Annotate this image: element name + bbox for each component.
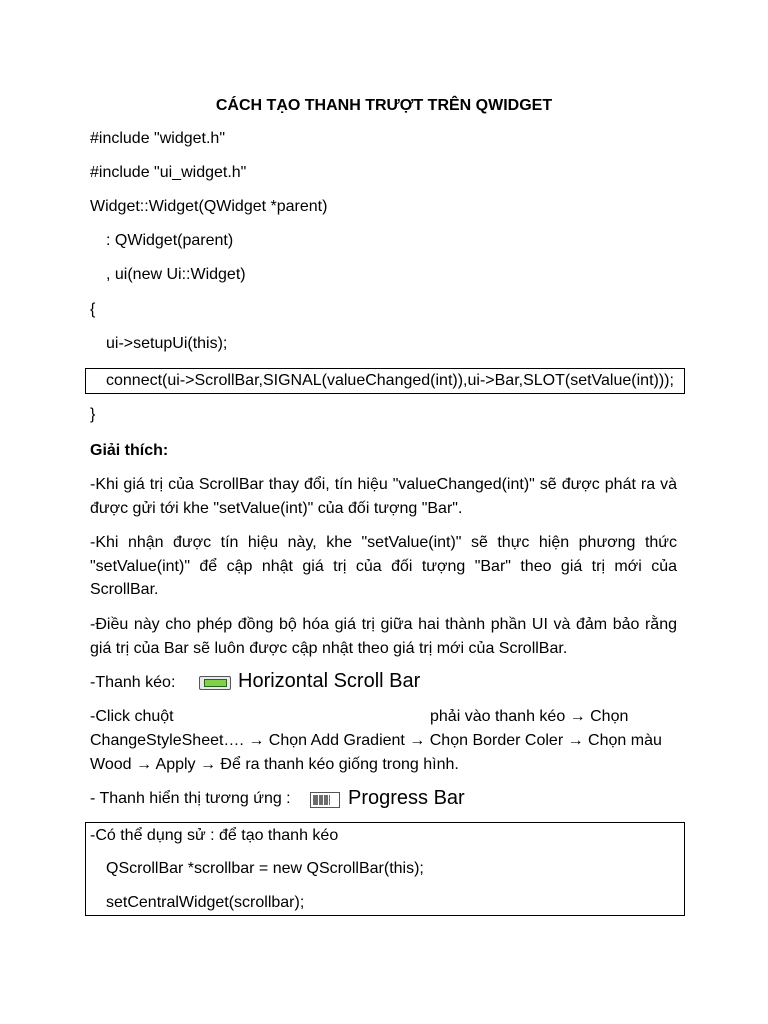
instruction-text: ChangeStyleSheet…. → Chọn Add Gradient → Chọn Border Coler → Chọn màu	[90, 732, 662, 749]
code-line: Widget::Widget(QWidget *parent)	[90, 198, 328, 215]
code-example-line: QScrollBar *scrollbar = new QScrollBar(this);	[106, 860, 424, 877]
horizontal-scrollbar-widget-label: Horizontal Scroll Bar	[238, 670, 421, 692]
connect-code-line: connect(ui->ScrollBar,SIGNAL(valueChanged(int)),ui->Bar,SLOT(setValue(int)));	[106, 372, 674, 389]
explanation-heading: Giải thích:	[90, 442, 169, 459]
code-line: , ui(new Ui::Widget)	[106, 266, 246, 283]
explanation-paragraph-1: -Khi giá trị của ScrollBar thay đổi, tín hiệu "valueChanged(int)" sẽ được phát ra và được gửi tới khe "setValue(int)" của đối tượng "Bar".	[90, 476, 677, 517]
progress-bar-widget-label: Progress Bar	[348, 787, 465, 809]
code-line: #include "widget.h"	[90, 130, 225, 147]
code-line: #include "ui_widget.h"	[90, 164, 247, 181]
code-line: : QWidget(parent)	[106, 232, 234, 249]
instruction-text: phải vào thanh kéo → Chọn	[430, 708, 629, 725]
code-line: ui->setupUi(this);	[106, 335, 228, 352]
slider-label: -Thanh kéo:	[90, 674, 176, 691]
horizontal-scrollbar-icon	[199, 676, 231, 690]
explanation-paragraph-3: -Điều này cho phép đồng bộ hóa giá trị giữa hai thành phần UI và đảm bảo rằng giá trị của Bar sẽ luôn được cập nhật theo giá trị mới của ScrollBar.	[90, 616, 677, 657]
explanation-paragraph-2: -Khi nhận được tín hiệu này, khe "setValue(int)" sẽ thực hiện phương thức "setValue(int)" để cập nhật giá trị của đối tượng "Bar" theo giá trị mới của ScrollBar.	[90, 534, 677, 598]
code-line: {	[90, 301, 96, 318]
instruction-text: Wood → Apply → Để ra thanh kéo giống trong hình.	[90, 756, 459, 773]
page-title: CÁCH TẠO THANH TRƯỢT TRÊN QWIDGET	[215, 97, 553, 114]
code-example-line: setCentralWidget(scrollbar);	[106, 894, 305, 911]
instruction-text: -Click chuột	[90, 708, 174, 725]
progress-bar-icon	[310, 792, 340, 808]
code-example-line: -Có thể dụng sử : để tạo thanh kéo	[90, 827, 339, 844]
code-line: }	[90, 406, 96, 423]
display-label: - Thanh hiển thị tương ứng :	[90, 790, 291, 807]
